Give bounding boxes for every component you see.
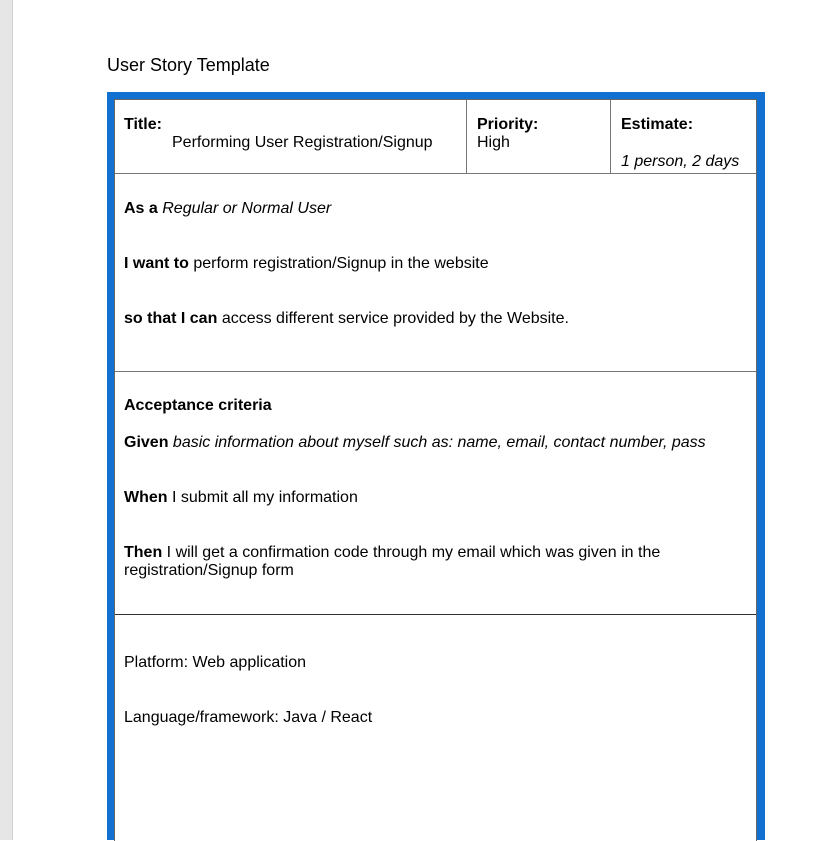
- title-cell: [115, 100, 467, 173]
- title-label: Title:: [124, 116, 162, 133]
- platform-line: Platform: Web application: [124, 654, 307, 671]
- when-keyword: When: [124, 489, 168, 506]
- so-that-text: access different service provided by the Website.: [221, 310, 569, 327]
- priority-cell: [467, 100, 611, 173]
- as-a-line: [124, 199, 744, 218]
- i-want-keyword: I want to: [124, 255, 189, 272]
- platform-section: [115, 615, 756, 841]
- viewer-left-rail: [0, 0, 13, 840]
- so-that-line: [124, 309, 744, 328]
- then-keyword: Then: [124, 544, 163, 561]
- given-text: basic information about myself such as: name, email, contact number, pass: [172, 434, 706, 451]
- language-line: Language/framework: Java / React: [124, 709, 373, 726]
- i-want-text: perform registration/Signup in the website: [193, 255, 489, 272]
- when-text: I submit all my information: [172, 489, 358, 506]
- acceptance-section: [115, 372, 756, 615]
- when-line: [124, 488, 744, 507]
- story-section: [115, 174, 756, 372]
- i-want-line: [124, 254, 744, 273]
- given-keyword: Given: [124, 434, 169, 451]
- estimate-value: 1 person, 2 days: [621, 153, 740, 170]
- acceptance-heading: Acceptance criteria: [124, 397, 272, 414]
- estimate-label: Estimate:: [621, 116, 694, 133]
- as-a-keyword: As a: [124, 200, 158, 217]
- priority-value: High: [477, 134, 510, 151]
- title-value: Performing User Registration/Signup: [172, 134, 433, 151]
- so-that-keyword: so that I can: [124, 310, 218, 327]
- then-line: [124, 544, 669, 580]
- header-row: [115, 100, 756, 174]
- as-a-text: Regular or Normal User: [162, 200, 332, 217]
- story-card: [114, 99, 757, 841]
- document-heading: User Story Template: [107, 55, 270, 75]
- estimate-cell: [611, 100, 756, 173]
- then-text: I will get a confirmation code through my email which was given in the registration/Signup form: [124, 544, 661, 579]
- given-line: [124, 433, 744, 452]
- priority-label: Priority:: [477, 116, 539, 133]
